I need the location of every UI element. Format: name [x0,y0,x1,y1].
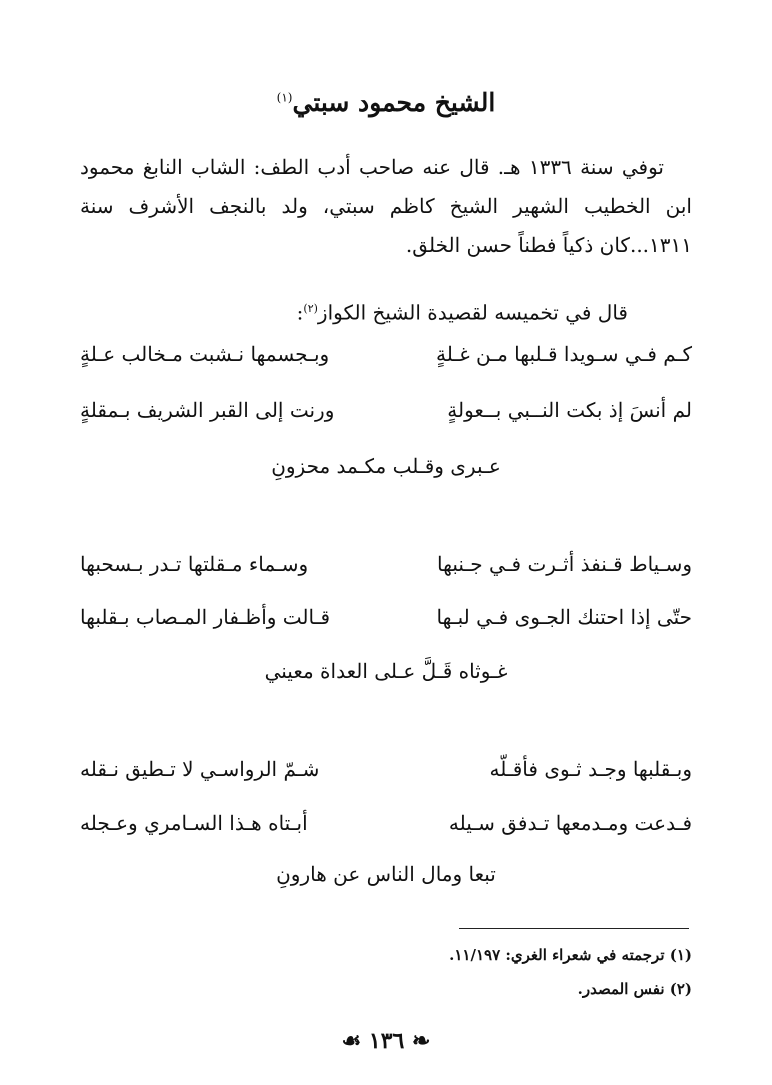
footnote-separator [459,928,689,929]
verse-second-hemistich: أبـتاه هـذا السـامري وعـجله [80,811,308,835]
verse-first-hemistich: كـم فـي سـويدا قـلبها مـن غـلةٍ [436,342,692,366]
verse-line [80,398,692,438]
lead-colon: : [296,300,304,325]
verse-first-hemistich: لم أنسَ إذ بكت النــبي بــعولةٍ [447,398,692,422]
footnote-ref-1: (١) [276,90,293,105]
verse-second-hemistich: قـالت وأظـفار المـصاب بـقلبها [80,605,331,629]
stanza-closing-line: غـوثاه قَـلَّ عـلى العداة معيني [264,659,508,683]
lead-paragraph [80,289,692,333]
verse-second-hemistich: ورنت إلى القبر الشريف بـمقلةٍ [80,398,335,422]
verse-line [80,605,692,645]
verse-second-hemistich: وبـجسمها نـشبت مـخالب عـلةٍ [80,342,330,366]
verse-first-hemistich: وسـياط قـنفذ أثـرت فـي جـنبها [437,552,692,576]
verse-line [80,552,692,592]
verse-first-hemistich: وبـقلبها وجـد ثـوى فأقـلّه [489,757,692,781]
verse-line [80,757,692,797]
page-number-ornament-right: ☙ [341,1028,362,1054]
page-number [0,1028,772,1054]
footnote-1: (١) ترجمته في شعراء الغري: ١١/١٩٧. [449,946,692,964]
footnote-2: (٢) نفس المصدر. [577,980,692,998]
intro-paragraph: توفي سنة ١٣٣٦ هـ. قال عنه صاحب أدب الطف: الشاب النابغ محمود ابن الخطيب الشهير الشيخ كاظم سبتي، ولد بالنجف الأشرف سنة ١٣١١...كان ذكياً فطناً حسن الخلق. [80,155,692,257]
verse-line [80,342,692,382]
page-number-ornament-left: ❧ [412,1028,431,1054]
verse-line [80,811,692,851]
footnote-ref-2: (٢) [303,302,318,315]
page-title [0,88,772,117]
verse-first-hemistich: حتّى إذا احتنك الجـوى فـي لبـها [436,605,692,629]
title-text: الشيخ محمود سبتي [292,88,496,117]
stanza-closing-line: عـبرى وقـلب مكـمد محزونِ [271,454,501,478]
verse-second-hemistich: وسـماء مـقلتها تـدر بـسحبها [80,552,309,576]
verse-second-hemistich: شـمّ الرواسـي لا تـطيق نـقله [80,757,320,781]
stanza-closing-line: تبعا ومال الناس عن هارونِ [276,862,496,886]
verse-first-hemistich: فـدعت ومـدمعها تـدفق سـيله [448,811,692,835]
lead-text: قال في تخميسه لقصيدة الشيخ الكواز [317,300,628,325]
page-number-text: ١٣٦ [368,1028,405,1054]
